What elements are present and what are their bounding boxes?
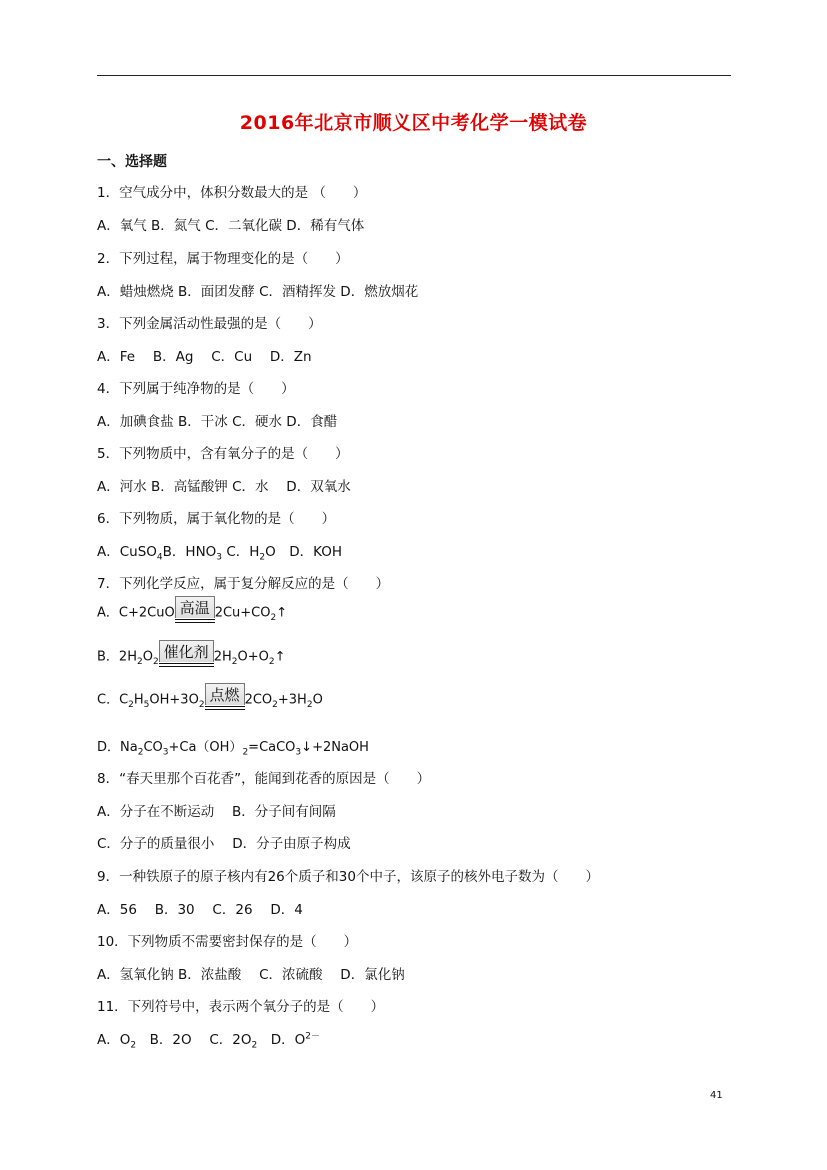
reaction-b: B．$2H_2O_2$催化剂 $2H_2O+O_2↑$ — [97, 640, 285, 667]
reaction-condition: 点燃 — [205, 683, 245, 710]
question-5-options: A．河水 B．高锰酸钾 C．水 D．双氧水 — [97, 479, 351, 495]
page-title: 2016年北京市顺义区中考化学一模试卷 — [239, 112, 588, 134]
reaction-c: C．$C_2H_5OH+3O_2$点燃 $2CO_2+3H_2O$ — [97, 683, 323, 710]
question-1-options: A．氧气 B．氮气 C．二氧化碳 D．稀有气体 — [97, 218, 365, 234]
question-5-stem: 5．下列物质中，含有氧分子的是（ ） — [97, 446, 349, 462]
question-2-stem: 2．下列过程，属于物理变化的是（ ） — [97, 251, 349, 267]
question-6-stem: 6．下列物质，属于氧化物的是（ ） — [97, 511, 336, 527]
question-2-options: A．蜡烛燃烧 B．面团发酵 C．酒精挥发 D．燃放烟花 — [97, 284, 419, 300]
question-3-options: A．Fe B．Ag C．Cu D．Zn — [97, 349, 312, 365]
reaction-d: D．$Na_2CO_3+Ca(OH)_2=CaCO_3↓+2NaOH$ — [97, 740, 369, 758]
page-number: 41 — [710, 1090, 723, 1101]
question-4-stem: 4．下列属于纯净物的是（ ） — [97, 381, 295, 397]
header-rule — [97, 75, 731, 76]
reaction-condition: 催化剂 — [159, 640, 214, 667]
question-8-options-cd: C．分子的质量很小 D．分子由原子构成 — [97, 836, 351, 852]
question-3-stem: 3．下列金属活动性最强的是（ ） — [97, 316, 322, 332]
precipitate-arrow-icon: ↓ — [301, 740, 313, 755]
gas-arrow-icon: ↑ — [276, 605, 288, 621]
question-7-stem: 7．下列化学反应，属于复分解反应的是（ ） — [97, 576, 390, 592]
question-8-options-ab: A．分子在不断运动 B．分子间有间隔 — [97, 804, 336, 820]
question-8-stem: 8．“春天里那个百花香”，能闻到花香的原因是（ ） — [97, 771, 431, 787]
question-11-stem: 11．下列符号中，表示两个氧分子的是（ ） — [97, 999, 385, 1015]
question-6-options: A．CuSO$_4$B．$HNO_3$ C．$H_2O$ D．KOH — [97, 544, 343, 563]
question-11-options: A．$O_2$ B．2O C．$2O_2$ D．$O^{2-}$ — [97, 1031, 321, 1051]
question-10-options: A．氢氧化钠 B．浓盐酸 C．浓硫酸 D．氯化钠 — [97, 967, 405, 983]
reaction-a: A．C+2CuO 高温 $2Cu+CO_2↑$ — [97, 596, 287, 623]
question-1-stem: 1．空气成分中，体积分数最大的是 （ ） — [97, 185, 367, 201]
question-4-options: A．加碘食盐 B．干冰 C．硬水 D．食醋 — [97, 414, 338, 430]
question-10-stem: 10．下列物质不需要密封保存的是（ ） — [97, 934, 358, 950]
question-9-stem: 9．一种铁原子的原子核内有26个质子和30个中子，该原子的核外电子数为（ ） — [97, 869, 599, 885]
section-title: 一、选择题 — [97, 154, 167, 170]
reaction-condition: 高温 — [175, 596, 215, 623]
question-9-options: A．56 B．30 C．26 D．4 — [97, 902, 303, 918]
gas-arrow-icon: ↑ — [274, 649, 286, 665]
